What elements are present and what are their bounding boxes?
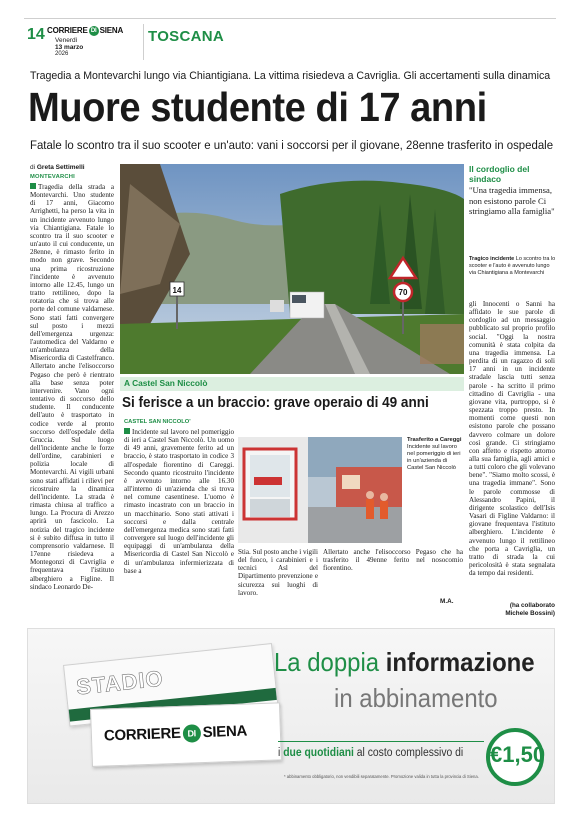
section-title: TOSCANA (148, 28, 224, 45)
article-body-left-text: Tragedia della strada a Montevarchi. Uno studente di 17 anni, Giacomo Arrighetti, ha perso la vita in un incidente avvenuto lungo via Chiantigiana. Fatale lo scontro tra il suo scooter e un'auto il cui conducente, un 28enne, è rimasto ferito in modo non grave. Secondo una prima ricostruzione l'incidente è avvenuto intorno alle 12.45, lungo un tratto rettilineo, dopo la rotatoria che si trova alle porte del comune valdarnese. Sono stati fatti convergere sul posto i mezzi dell'emergenza urgenza: l'automedica del Valdarno e un'ambulanza della Misericordia di Castelfranco. Allertato anche l'elisoccorso Pegaso che però è rientrato alla base senza poter intervenire. Vano ogni tentativo di soccorso dello studente. Il conducente dell'auto è trasportato in codice verde al pronto soccorso dell'ospedale della Gruccia. Sul luogo dell'incidente anche le forze dell'ordine, carabinieri e polizia locale di Montevarchi. Ai vigili urbani sono stati affidati i rilievi per ricostruire la dinamica dell'incidente. La strada è rimasta chiusa al traffico a lungo. La Procura di Arezzo aprirà un fascicolo. La notizia del tragico incidente si è subito diffusa in tutto il comprensorio valdarnese. Il 17enne risiedeva a Montegonzi di Cavriglia e frequentava l'istituto alberghiero a Figline. Il sindaco Leonardo De- (30, 183, 114, 591)
ad-price-value: 1,50 (502, 742, 546, 767)
main-photo-caption-title: Tragico incidente (469, 256, 515, 262)
ad-offer-text (278, 747, 463, 759)
ad-divider (278, 741, 484, 742)
ad-headline-line1 (274, 647, 535, 678)
article-body-left (30, 183, 114, 615)
ad-headline-normal: La doppia (274, 647, 380, 677)
ad-paper-di-badge: DI (182, 724, 201, 743)
ambulance-illustration (238, 437, 402, 543)
ad-offer-bold: due quotidiani (283, 747, 354, 759)
sidebar-quote-title: Il cordoglio del sindaco (469, 164, 530, 184)
article-headline: Muore studente di 17 anni (28, 84, 487, 130)
main-photo (120, 164, 464, 374)
article-body-right: gli Innocenti o Sanni ha affidato le sue parole di cordoglio ad un messaggio pubblicato sul proprio profilo social. "Oggi la nostra comunità è stata colpita da una tragedia immensa. La perdita di un ragazzo di soli 17 anni in un incidente stradale lascia tutti senza parole - ha scritto il primo cittadino di Cavriglia - una giovane vita, purtroppo, si è spezzata troppo presto. In momenti come questi non esistono parole che possano davvero colmare un dolore così grande. Ci stringiamo con affetto e rispetto attorno alla sua famiglia, agli amici e a tutti coloro che gli volevano bene". "Siamo molto scossi, è una tragedia immane". Sono le parole commosse di Alessandro Papini, il dirigente scolastico dell'Isis Vasari di Figline Valdarno: il giovane frequentava l'istituto alberghiero. L'incidente è avvenuto lungo il rettilineo che porta a Cavriglia, un tratto di strada la cui pericolosità è stata segnalata da tempo dai residenti. (469, 300, 555, 578)
sub-article-headline: Si ferisce a un braccio: grave operaio di 49 anni (122, 395, 429, 411)
logo-di-badge: DI (89, 26, 99, 36)
sub-article-body-col3: Allertato anche l'elisoccorso Pegaso che ha trasferito il 49enne ferito nel nosocomio fiorentino. (323, 548, 463, 573)
paragraph-marker-icon (124, 428, 130, 434)
page-number: 14 (27, 26, 45, 43)
road-sign-route-number: 14 (172, 286, 182, 295)
collaboration-credit-line2: Michele Bossini) (505, 609, 555, 617)
byline-author: Greta Settimelli (36, 164, 85, 171)
main-photo-caption (469, 256, 557, 276)
ad-newspaper-corriere-title (104, 723, 248, 746)
issue-day: Venerdì (55, 37, 78, 44)
byline-prefix: di (30, 164, 36, 171)
ad-offer-prefix: i (278, 747, 281, 759)
sub-article-dateline: CASTEL SAN NICCOLO' (124, 419, 191, 425)
issue-date: 13 marzo (55, 44, 84, 51)
sub-article-body-col2: Stia. Sul posto anche i vigili del fuoco, i carabinieri e i tecnici Asl del Dipartimento prevenzione e sicurezza sui luoghi di lavoro. (238, 548, 318, 597)
issue-year: 2026 (55, 51, 69, 57)
ad-offer-suffix: al costo complessivo di (356, 747, 464, 759)
sub-article-body-col1-text: Incidente sul lavoro nel pomeriggio di ieri a Castel San Niccolò. Un uomo di 49 anni, gravemente ferito ad un braccio, è stato trasportato in codice 3 all'ospedale fiorentino di Careggi. Secondo quanto ricostruito l'incidente è avvenuto intorno alle 16.30 all'interno di un'azienda che si trova nel comune casentinese. L'uomo è rimasto incastrato con un braccio in un macchinario. Sono stati attivati i soccorsi e dalla centrale dell'emergenza medica sono stati fatti convergere sul luogo dell'incidente gli equipaggi di un'ambulanza della Misericordia di Castel San Niccolò e di un'ambulanza infermierizzata di base a (124, 428, 234, 575)
main-photo-caption-text: Lo scontro tra lo scooter e l'auto è avvenuto lungo via Chiantigiana a Montevarchi (469, 256, 556, 276)
sidebar-quote: "Una tragedia immensa, non esistono parole Ci stringiamo alla famiglia" (469, 185, 555, 216)
ad-price-currency: € (490, 742, 503, 767)
header-divider (143, 24, 144, 60)
collaboration-credit (469, 602, 555, 617)
ad-headline-bold: informazione (385, 647, 535, 677)
ambulance-photo-caption-title: Trasferito a Careggi (407, 437, 462, 443)
speed-limit-value: 70 (398, 288, 408, 297)
ambulance-photo (238, 437, 402, 543)
logo-right: SIENA (99, 26, 124, 36)
masthead-logo (47, 26, 123, 36)
header-rule (24, 18, 556, 19)
article-dateline: MONTEVARCHI (30, 174, 75, 180)
ad-headline-line2: in abbinamento (334, 683, 498, 713)
collaboration-credit-line1: (ha collaborato (509, 602, 555, 609)
byline (30, 164, 85, 171)
sub-article-kicker: A Castel San Niccolò (124, 378, 208, 388)
advertisement[interactable] (27, 628, 555, 804)
sub-article-signature: M.A. (440, 598, 454, 605)
ad-price (490, 742, 546, 768)
paragraph-marker-icon (30, 183, 36, 189)
article-kicker: Tragedia a Montevarchi lungo via Chiantigiana. La vittima risiedeva a Cavriglia. Gli accertamenti sulla dinamica (30, 70, 551, 82)
ad-paper-right: SIENA (202, 722, 248, 742)
article-subheadline: Fatale lo scontro tra il suo scooter e un'auto: vani i soccorsi per il giovane, 28enne trasferito in ospedale (30, 138, 554, 152)
sub-article-body-col1 (124, 428, 234, 614)
ad-newspaper-stadio-title: STADIO (75, 665, 165, 700)
ad-paper-left: CORRIERE (103, 724, 181, 745)
ambulance-photo-caption-text: Incidente sul lavoro nel pomeriggio di ieri in un'azienda di Castel San Niccolò (407, 443, 461, 471)
ad-newspaper-corriere (90, 702, 282, 767)
logo-left: CORRIERE (47, 26, 88, 36)
ambulance-photo-caption (407, 437, 463, 472)
road-scene-illustration (120, 164, 464, 374)
ad-fine-print: * abbinamento obbligatorio, non vendibili separatamente. Promozione valida in tutta la provincia di Siena. (284, 774, 479, 779)
